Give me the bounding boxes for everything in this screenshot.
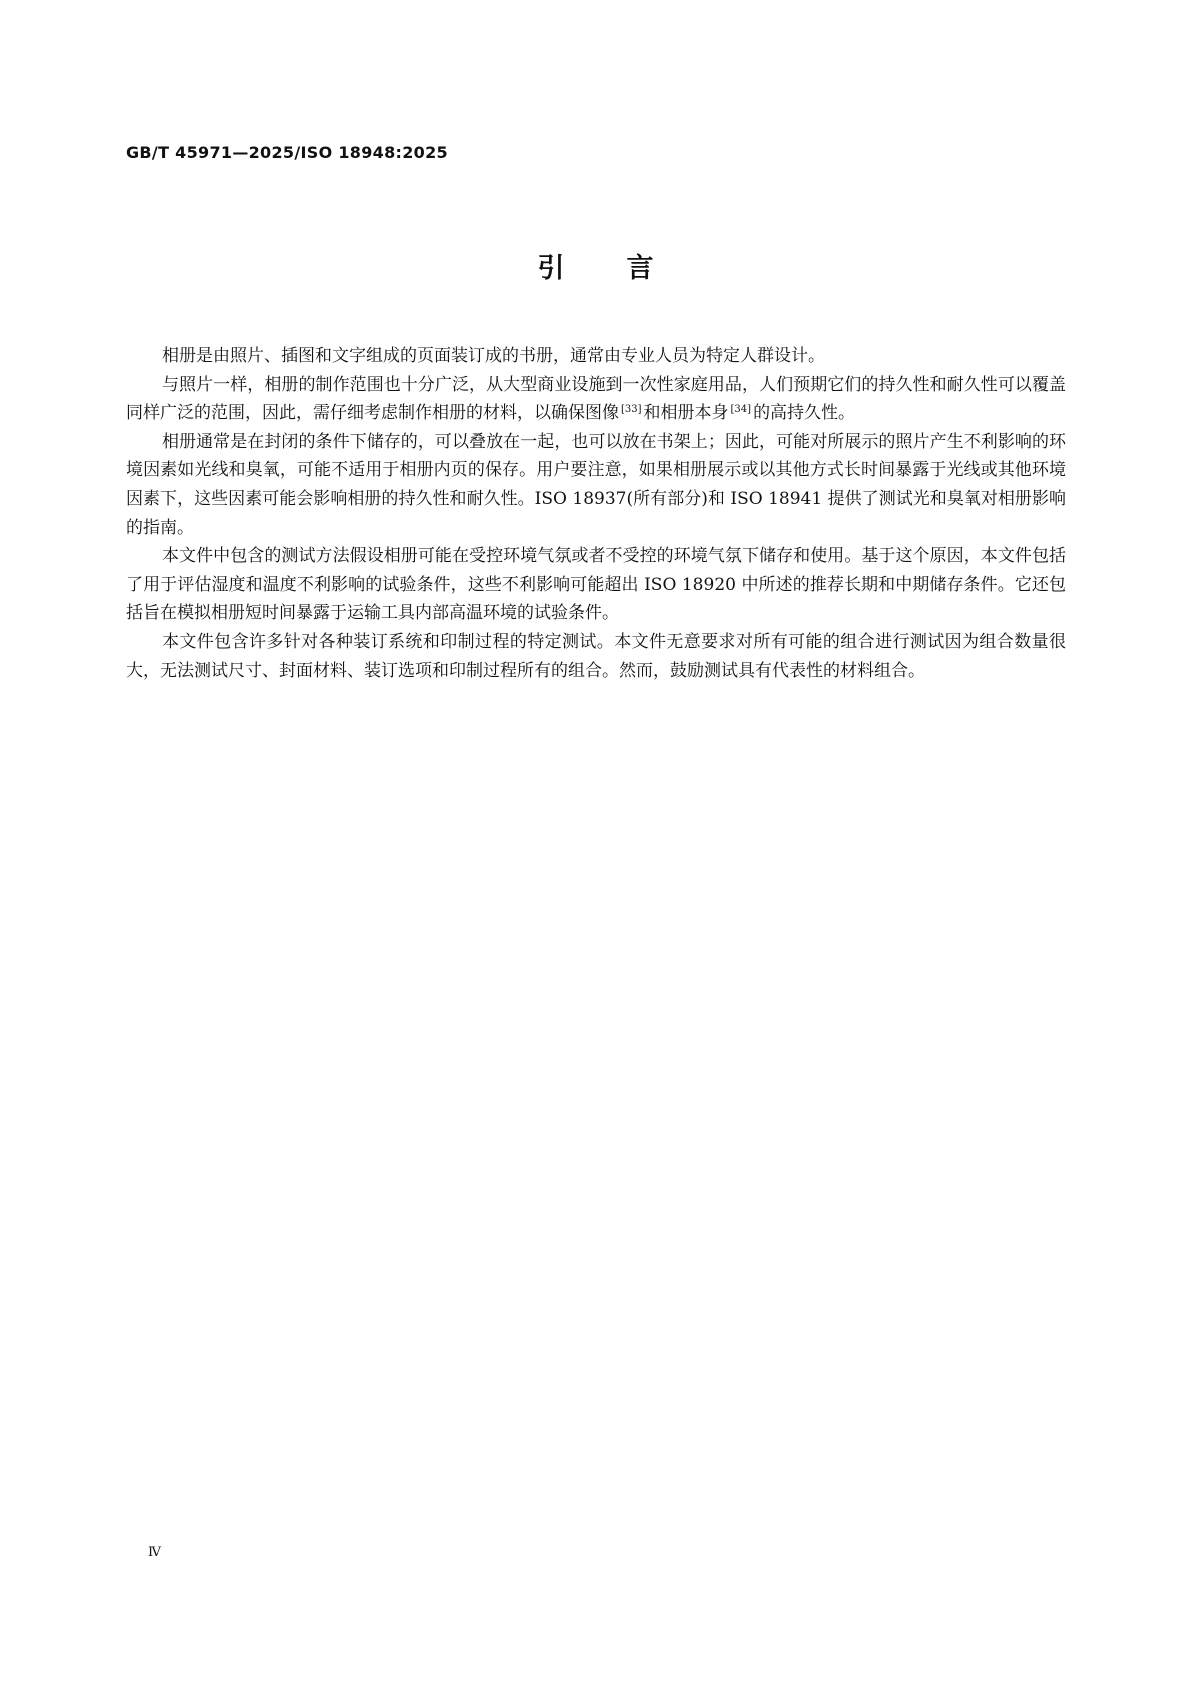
paragraph-5: 本文件包含许多针对各种装订系统和印制过程的特定测试。本文件无意要求对所有可能的组合进行测试因为组合数量很大，无法测试尺寸、封面材料、装订选项和印制过程所有的组合。然而，鼓励测试具有代表性的材料组合。 <box>126 631 1066 681</box>
paragraph-4: 本文件中包含的测试方法假设相册可能在受控环境气氛或者不受控的环境气氛下储存和使用。基于这个原因，本文件包括了用于评估湿度和温度不利影响的试验条件，这些不利影响可能超出 ISO 18920 中所述的推荐长期和中期储存条件。它还包括旨在模拟相册短时间暴露于运输工具内部高温环境的试验条件。 <box>126 546 1066 624</box>
reference-34: [34] <box>730 403 752 415</box>
reference-33: [33] <box>621 403 642 415</box>
standard-code-header: GB/T 45971—2025/ISO 18948:2025 <box>126 143 448 162</box>
page-number: Ⅳ <box>148 1545 161 1560</box>
paragraph-2-part-2: 和相册本身 <box>643 403 729 424</box>
page-title: 引言 <box>537 253 716 284</box>
paragraph-2-part-1: 与照片一样，相册的制作范围也十分广泛，从大型商业设施到一次性家庭用品，人们预期它们的持久性和耐久性可以覆盖同样广泛的范围，因此，需仔细考虑制作相册的材料，以确保图像 <box>126 374 1066 424</box>
paragraph-3: 相册通常是在封闭的条件下储存的，可以叠放在一起，也可以放在书架上；因此，可能对所展示的照片产生不利影响的环境因素如光线和臭氧，可能不适用于相册内页的保存。用户要注意，如果相册展示或以其他方式长时间暴露于光线或其他环境因素下，这些因素可能会影响相册的持久性和耐久性。ISO 18937(所有部分)和 ISO 18941 提供了测试光和臭氧对相册影响的指南。 <box>126 431 1066 538</box>
paragraph-2 <box>126 371 1066 428</box>
paragraph-1: 相册是由照片、插图和文字组成的页面装订成的书册，通常由专业人员为特定人群设计。 <box>162 346 825 366</box>
document-body <box>126 342 1066 685</box>
paragraph-2-part-3: 的高持久性。 <box>753 403 856 424</box>
